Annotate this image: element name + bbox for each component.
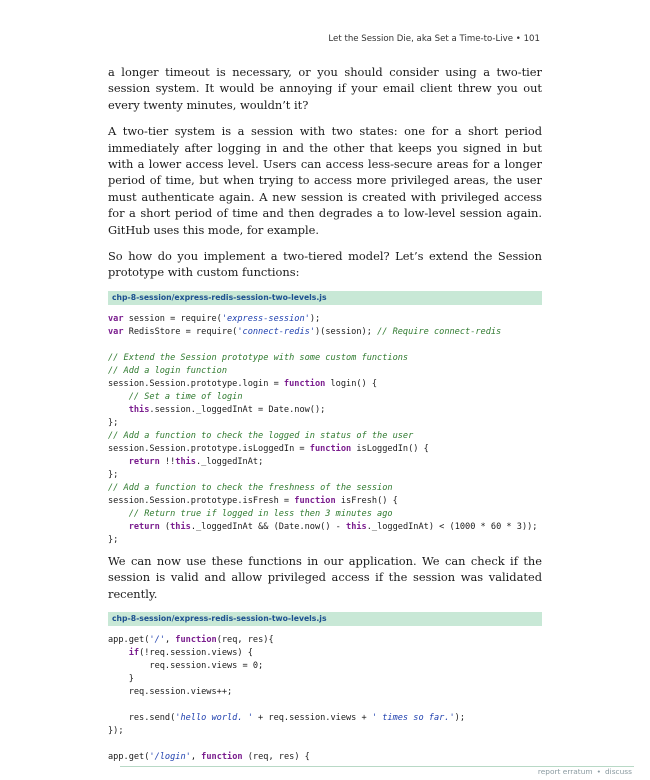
code-line <box>108 339 542 352</box>
code-line <box>108 521 542 534</box>
code-token: function <box>283 378 326 389</box>
code-line <box>108 699 542 712</box>
code-line <box>108 482 542 495</box>
code-line <box>108 326 542 339</box>
code-line <box>108 495 542 508</box>
code-line <box>108 352 542 365</box>
code-token: (req, res) { <box>242 752 310 763</box>
code-token: (!req.session.views) { <box>139 648 253 659</box>
code-token: this <box>170 521 191 532</box>
code-caption[interactable]: chp-8-session/express-redis-session-two-levels.js <box>108 291 542 305</box>
code-token: }; <box>108 469 119 480</box>
code-token: this <box>128 404 150 415</box>
paragraph: So how do you implement a two-tiered model? Let’s extend the Session prototype with custom functions: <box>108 249 542 280</box>
code-token: session.Session.prototype.isFresh = <box>108 495 295 506</box>
code-token: this <box>346 521 367 532</box>
code-token: ._loggedInAt) < (1000 * 60 * 3)); <box>366 521 538 532</box>
code-token: ); <box>309 313 321 324</box>
code-line <box>108 404 542 417</box>
paragraph: a longer timeout is necessary, or you should consider using a two-tier session system. It would be annoying if your email client threw you out every twenty minutes, wouldn’t it? <box>108 65 542 112</box>
running-head: Let the Session Die, aka Set a Time-to-Live • 101 <box>328 34 540 44</box>
code-token: '/' <box>149 635 165 646</box>
code-token: app.get( <box>108 752 150 763</box>
code-line <box>108 313 542 326</box>
code-listing <box>108 313 542 547</box>
code-token <box>108 405 129 415</box>
code-token: function <box>201 752 243 763</box>
code-token: if <box>128 648 140 659</box>
code-token: '/login' <box>149 752 191 763</box>
code-line <box>108 738 542 751</box>
code-token <box>108 522 129 532</box>
code-line <box>108 508 542 521</box>
code-token: res.send( <box>108 713 176 724</box>
code-token: )(session); <box>314 326 378 337</box>
code-token: function <box>175 635 217 646</box>
code-token: + req.session.views + <box>252 713 372 724</box>
code-token: return <box>128 456 160 467</box>
code-token: session.Session.prototype.isLoggedIn = <box>108 443 310 454</box>
code-line <box>108 443 542 456</box>
code-token: isLoggedIn() { <box>351 443 429 454</box>
code-line <box>108 686 542 699</box>
code-token: // Add a function to check the freshness of the session <box>108 482 393 493</box>
code-token: ( <box>159 521 171 532</box>
code-token: session = require( <box>123 313 222 324</box>
code-token: function <box>309 443 352 454</box>
code-line <box>108 647 542 660</box>
code-line <box>108 417 542 430</box>
code-caption[interactable]: chp-8-session/express-redis-session-two-levels.js <box>108 612 542 626</box>
footer-links <box>538 767 632 776</box>
code-token: 'connect-redis' <box>237 326 315 337</box>
code-token: ._loggedInAt; <box>195 456 264 467</box>
page-content <box>108 64 542 770</box>
code-token: .session._loggedInAt = Date.now(); <box>149 404 326 415</box>
code-listing <box>108 634 542 764</box>
code-token: ); <box>454 713 466 724</box>
code-line <box>108 725 542 738</box>
code-token: // Add a function to check the logged in status of the user <box>108 430 414 441</box>
code-token: ' times so far.' <box>371 713 455 724</box>
discuss-link[interactable]: discuss <box>604 767 632 776</box>
code-token: 'hello world. ' <box>175 713 253 724</box>
code-token <box>108 392 129 402</box>
code-token: // Add a login function <box>108 365 227 376</box>
code-token: // Set a time of login <box>128 391 243 402</box>
code-line <box>108 430 542 443</box>
code-line <box>108 534 542 547</box>
code-token: req.session.views++; <box>108 687 233 698</box>
code-token: var <box>108 313 124 324</box>
code-line <box>108 751 542 764</box>
code-line <box>108 634 542 647</box>
code-line <box>108 378 542 391</box>
code-line <box>108 673 542 686</box>
code-token: app.get( <box>108 635 150 646</box>
footer-separator: • <box>596 767 601 776</box>
code-token: login() { <box>325 378 378 389</box>
code-line <box>108 456 542 469</box>
code-token: }; <box>108 417 119 428</box>
code-token: , <box>190 752 202 763</box>
code-line <box>108 469 542 482</box>
paragraph: A two-tier system is a session with two states: one for a short period immediately after logging in and the other that keeps you signed in but with a lower access level. Users can access less-secure areas for a longer period of time, but when trying to access more privileged areas, the user must authenticate again. A new session is created with privileged access for a short period of time and then degrades a to low-level session again. GitHub uses this mode, for example. <box>108 124 542 237</box>
code-token <box>108 509 129 519</box>
code-token <box>108 648 129 658</box>
code-token: , <box>164 635 176 646</box>
code-token: !! <box>159 456 176 467</box>
code-token: }); <box>108 726 124 737</box>
report-erratum-link[interactable]: report erratum <box>537 767 593 776</box>
paragraph: We can now use these functions in our application. We can check if the session is valid and allow privileged access if the session was validated recently. <box>108 553 542 601</box>
code-token: isFresh() { <box>335 495 398 506</box>
code-token: // Extend the Session prototype with some custom functions <box>108 352 409 363</box>
code-token: 'express-session' <box>221 313 310 324</box>
code-token: return <box>128 521 160 532</box>
code-line <box>108 712 542 725</box>
code-token: }; <box>108 534 119 545</box>
code-token: ._loggedInAt && (Date.now() - <box>190 521 347 532</box>
code-token: RedisStore = require( <box>123 326 238 337</box>
code-line <box>108 365 542 378</box>
code-token: function <box>294 495 336 506</box>
code-token: // Return true if logged in less then 3 minutes ago <box>128 508 393 519</box>
code-token <box>108 457 129 467</box>
code-token: this <box>175 456 196 467</box>
code-token: var <box>108 326 124 337</box>
code-token: session.Session.prototype.login = <box>108 378 284 389</box>
code-token: (req, res){ <box>216 635 274 646</box>
code-line <box>108 660 542 673</box>
code-token: req.session.views = 0; <box>108 661 264 672</box>
code-token: // Require connect-redis <box>377 326 502 337</box>
code-line <box>108 391 542 404</box>
code-token: } <box>108 674 134 685</box>
